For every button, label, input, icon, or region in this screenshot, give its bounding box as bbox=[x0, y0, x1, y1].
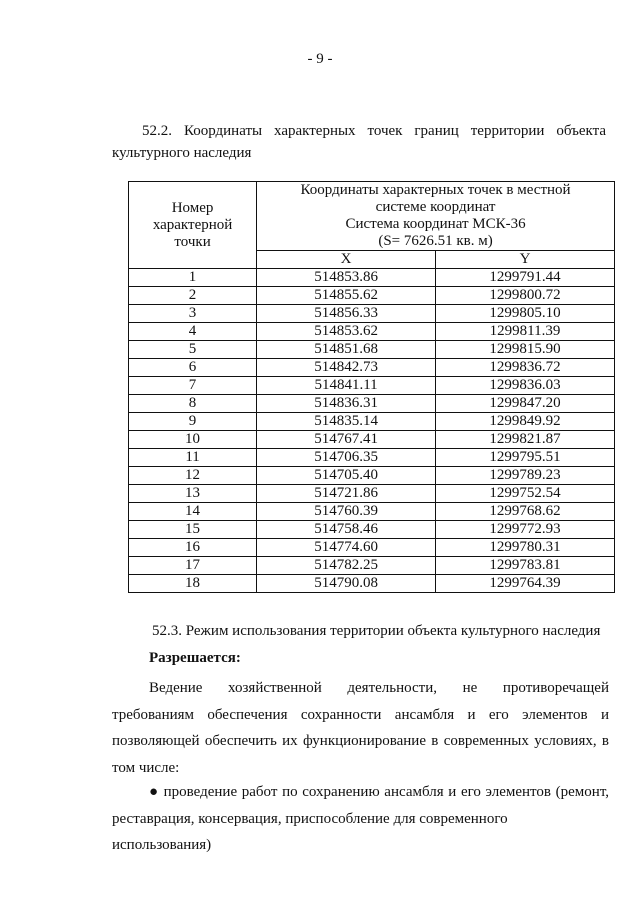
allowed-label bbox=[112, 650, 609, 667]
section-heading-52-2 bbox=[112, 120, 606, 164]
cell-point-number: 10 bbox=[129, 431, 257, 449]
cell-y: 1299752.54 bbox=[436, 485, 615, 503]
cell-point-number: 3 bbox=[129, 305, 257, 323]
cell-x: 514853.86 bbox=[257, 269, 436, 287]
cell-point-number: 17 bbox=[129, 557, 257, 575]
table-row bbox=[129, 467, 615, 485]
cell-point-number: 12 bbox=[129, 467, 257, 485]
cell-y: 1299815.90 bbox=[436, 341, 615, 359]
cell-x: 514790.08 bbox=[257, 575, 436, 593]
table-row bbox=[129, 521, 615, 539]
cell-x: 514767.41 bbox=[257, 431, 436, 449]
cell-x: 514721.86 bbox=[257, 485, 436, 503]
para1-line-4: том числе: bbox=[112, 759, 180, 776]
table-row bbox=[129, 323, 615, 341]
allowed-label-text: Разрешается: bbox=[149, 650, 241, 666]
cell-x: 514851.68 bbox=[257, 341, 436, 359]
cell-y: 1299795.51 bbox=[436, 449, 615, 467]
cell-y: 1299780.31 bbox=[436, 539, 615, 557]
coords-header-line-1: Координаты характерных точек в местной bbox=[300, 182, 571, 198]
cell-x: 514782.25 bbox=[257, 557, 436, 575]
cell-x: 514760.39 bbox=[257, 503, 436, 521]
cell-y: 1299768.62 bbox=[436, 503, 615, 521]
cell-x: 514856.33 bbox=[257, 305, 436, 323]
cell-y: 1299849.92 bbox=[436, 413, 615, 431]
col-x-header: X bbox=[257, 251, 436, 269]
cell-x: 514835.14 bbox=[257, 413, 436, 431]
cell-x: 514842.73 bbox=[257, 359, 436, 377]
cell-y: 1299805.10 bbox=[436, 305, 615, 323]
para1-line-3: позволяющей обеспечить их функционирование в современных условиях, в bbox=[112, 733, 609, 749]
paragraph-economic-activity bbox=[112, 675, 609, 781]
cell-y: 1299789.23 bbox=[436, 467, 615, 485]
cell-y: 1299772.93 bbox=[436, 521, 615, 539]
table-row bbox=[129, 395, 615, 413]
cell-y: 1299764.39 bbox=[436, 575, 615, 593]
cell-point-number: 5 bbox=[129, 341, 257, 359]
heading-line-1: 52.2. Координаты характерных точек границ территории объекта bbox=[142, 123, 606, 139]
bullet-preservation-works bbox=[112, 779, 609, 859]
table-row bbox=[129, 431, 615, 449]
coords-header-line-2: системе координат bbox=[375, 199, 496, 215]
cell-y: 1299811.39 bbox=[436, 323, 615, 341]
cell-point-number: 1 bbox=[129, 269, 257, 287]
cell-y: 1299791.44 bbox=[436, 269, 615, 287]
table-row bbox=[129, 269, 615, 287]
cell-x: 514836.31 bbox=[257, 395, 436, 413]
cell-point-number: 8 bbox=[129, 395, 257, 413]
col-number-header: Номер характерной точки bbox=[129, 182, 257, 269]
cell-point-number: 4 bbox=[129, 323, 257, 341]
cell-x: 514855.62 bbox=[257, 287, 436, 305]
cell-point-number: 7 bbox=[129, 377, 257, 395]
cell-y: 1299836.72 bbox=[436, 359, 615, 377]
table-row bbox=[129, 413, 615, 431]
col-y-header: Y bbox=[436, 251, 615, 269]
cell-point-number: 13 bbox=[129, 485, 257, 503]
coords-header bbox=[257, 182, 615, 251]
coords-header-line-4: (S= 7626.51 кв. м) bbox=[378, 233, 493, 249]
cell-point-number: 11 bbox=[129, 449, 257, 467]
cell-x: 514705.40 bbox=[257, 467, 436, 485]
table-row bbox=[129, 377, 615, 395]
bullet1-line-2: реставрация, консервация, приспособление для современного использования) bbox=[112, 810, 508, 853]
cell-x: 514774.60 bbox=[257, 539, 436, 557]
para1-line-1: Ведение хозяйственной деятельности, не противоречащей bbox=[149, 680, 609, 696]
cell-x: 514841.11 bbox=[257, 377, 436, 395]
section-heading-52-3 bbox=[112, 623, 609, 640]
table-row bbox=[129, 449, 615, 467]
table-row bbox=[129, 503, 615, 521]
table-row bbox=[129, 305, 615, 323]
cell-point-number: 9 bbox=[129, 413, 257, 431]
cell-point-number: 16 bbox=[129, 539, 257, 557]
heading-52-3-text: 52.3. Режим использования территории объекта культурного наследия bbox=[152, 623, 601, 639]
cell-point-number: 2 bbox=[129, 287, 257, 305]
cell-x: 514706.35 bbox=[257, 449, 436, 467]
cell-y: 1299783.81 bbox=[436, 557, 615, 575]
heading-line-2: культурного наследия bbox=[112, 145, 252, 161]
cell-x: 514853.62 bbox=[257, 323, 436, 341]
cell-y: 1299821.87 bbox=[436, 431, 615, 449]
table-row bbox=[129, 575, 615, 593]
table-row bbox=[129, 341, 615, 359]
cell-y: 1299800.72 bbox=[436, 287, 615, 305]
bullet1-line-1: ● проведение работ по сохранению ансамбля и его элементов (ремонт, bbox=[149, 784, 609, 800]
table-row bbox=[129, 557, 615, 575]
table-body bbox=[129, 269, 615, 593]
coords-header-line-3: Система координат МСК-36 bbox=[345, 216, 526, 232]
cell-point-number: 15 bbox=[129, 521, 257, 539]
cell-x: 514758.46 bbox=[257, 521, 436, 539]
table-row bbox=[129, 539, 615, 557]
cell-point-number: 14 bbox=[129, 503, 257, 521]
cell-point-number: 6 bbox=[129, 359, 257, 377]
coordinates-table bbox=[128, 181, 615, 593]
cell-y: 1299847.20 bbox=[436, 395, 615, 413]
page-number: - 9 - bbox=[307, 51, 333, 67]
cell-y: 1299836.03 bbox=[436, 377, 615, 395]
para1-line-2: требованиям обеспечения сохранности ансамбля и его элементов и bbox=[112, 706, 609, 723]
table-row bbox=[129, 287, 615, 305]
table-row bbox=[129, 359, 615, 377]
table-row bbox=[129, 485, 615, 503]
cell-point-number: 18 bbox=[129, 575, 257, 593]
